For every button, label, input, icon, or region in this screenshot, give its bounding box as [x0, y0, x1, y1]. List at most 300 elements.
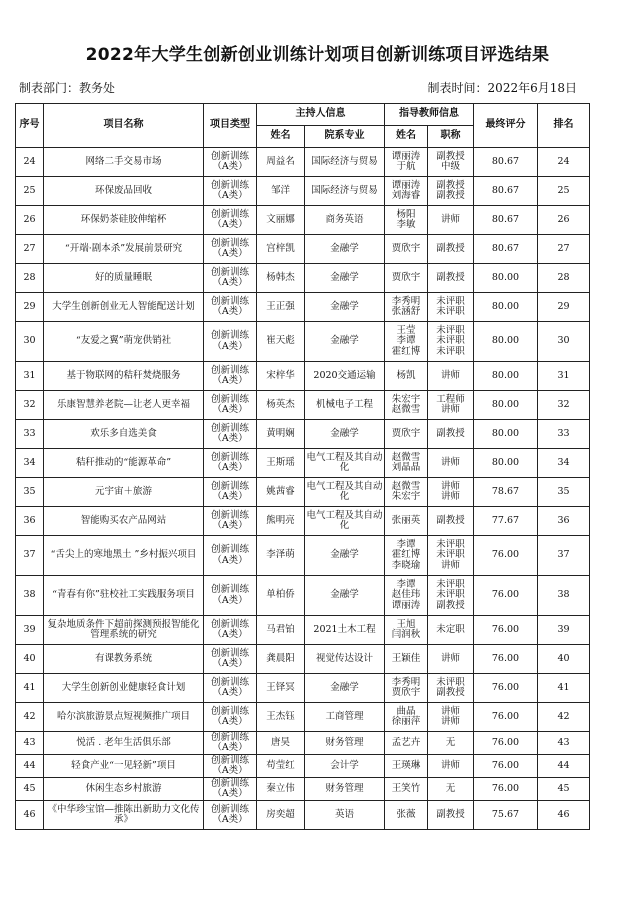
- seq-cell: 46: [16, 801, 44, 830]
- rank-cell: 30: [538, 322, 590, 362]
- table-row: [16, 616, 590, 645]
- advisor-title-cell: [428, 755, 474, 778]
- project-name-cell: 环保废品回收: [44, 177, 204, 206]
- rank-cell: 33: [538, 420, 590, 449]
- score-cell: 80.00: [474, 420, 538, 449]
- advisor-title-cell: [428, 235, 474, 264]
- project-type-cell-line: （A类）: [212, 554, 248, 566]
- table-row: [16, 778, 590, 801]
- project-type-cell: [204, 674, 257, 703]
- advisor-name-cell-line: 闫润秋: [391, 629, 421, 640]
- header-advisor-name: 姓名: [385, 126, 428, 148]
- project-type-cell: [204, 264, 257, 293]
- project-name-cell: 环保奶茶硅胶伸缩杯: [44, 206, 204, 235]
- advisor-title-cell-line: 工程师: [436, 393, 465, 405]
- advisor-title-cell-line: 讲师: [440, 716, 460, 727]
- project-type-cell-line: 创新训练: [210, 647, 249, 659]
- seq-cell: 37: [16, 536, 44, 576]
- advisor-title-cell: [428, 362, 474, 391]
- project-name-cell: 好的质量睡眠: [44, 264, 204, 293]
- host-name-cell: 邹洋: [257, 177, 305, 206]
- advisor-name-cell: [385, 645, 428, 674]
- host-name-cell: 周益名: [257, 148, 305, 177]
- rank-cell: 31: [538, 362, 590, 391]
- advisor-title-cell: [428, 177, 474, 206]
- host-dept-cell: 商务英语: [305, 206, 385, 235]
- project-name-cell: “友爱之翼”萌宠供销社: [44, 322, 204, 362]
- rank-cell: 40: [538, 645, 590, 674]
- advisor-title-cell: [428, 322, 474, 362]
- seq-cell: 31: [16, 362, 44, 391]
- host-name-cell: 房奕超: [257, 801, 305, 830]
- seq-cell: 43: [16, 732, 44, 755]
- advisor-title-cell-line: 讲师: [440, 559, 460, 571]
- host-name-cell: 唐昊: [257, 732, 305, 755]
- advisor-title-cell-line: 未评职: [436, 295, 465, 307]
- project-type-cell-line: （A类）: [212, 190, 248, 201]
- table-row: [16, 264, 590, 293]
- project-name-cell: “开端·剧本杀”发展前景研究: [44, 235, 204, 264]
- seq-cell: 29: [16, 293, 44, 322]
- advisor-name-cell-line: 谭丽涛: [391, 179, 421, 191]
- project-type-cell: [204, 536, 257, 576]
- advisor-name-cell-line: 于航: [396, 161, 416, 172]
- advisor-name-cell-line: 王笑竹: [391, 782, 421, 794]
- seq-cell: 26: [16, 206, 44, 235]
- host-name-cell: 苟莹红: [257, 755, 305, 778]
- project-type-cell-line: （A类）: [212, 219, 248, 230]
- advisor-name-cell-line: 贾欣宇: [391, 242, 421, 254]
- advisor-name-cell-line: 杨阳: [396, 208, 416, 220]
- advisor-name-cell: [385, 177, 428, 206]
- advisor-name-cell: [385, 478, 428, 507]
- header-seq: 序号: [16, 104, 44, 148]
- project-type-cell-line: （A类）: [212, 716, 248, 727]
- advisor-name-cell: [385, 391, 428, 420]
- project-type-cell: [204, 478, 257, 507]
- host-dept-cell: 工商管理: [305, 703, 385, 732]
- advisor-name-cell: [385, 420, 428, 449]
- score-cell: 76.00: [474, 732, 538, 755]
- table-row: [16, 674, 590, 703]
- project-type-cell-line: （A类）: [212, 814, 248, 825]
- table-row: [16, 449, 590, 478]
- advisor-title-cell-line: 讲师: [440, 705, 460, 717]
- project-type-cell: [204, 576, 257, 616]
- project-type-cell-line: 创新训练: [210, 237, 249, 249]
- advisor-name-cell: [385, 293, 428, 322]
- host-dept-cell: 金融学: [305, 536, 385, 576]
- advisor-title-cell-line: 讲师: [440, 404, 460, 415]
- project-type-cell-line: （A类）: [212, 687, 248, 698]
- rank-cell: 43: [538, 732, 590, 755]
- advisor-name-cell-line: 赵佳玮: [391, 589, 421, 601]
- project-type-cell-line: （A类）: [212, 433, 248, 444]
- rank-cell: 44: [538, 755, 590, 778]
- project-type-cell-line: 创新训练: [210, 330, 249, 341]
- rank-cell: 37: [538, 536, 590, 576]
- host-name-cell: 李泽萌: [257, 536, 305, 576]
- project-type-cell-line: 创新训练: [210, 509, 249, 521]
- advisor-name-cell-line: 朱宏宇: [391, 491, 421, 502]
- advisor-name-cell-line: 贾欣宇: [391, 427, 421, 439]
- project-name-cell: 轻食产业“一见轻新”项目: [44, 755, 204, 778]
- score-cell: 76.00: [474, 674, 538, 703]
- advisor-title-cell-line: 副教授: [436, 427, 465, 439]
- seq-cell: 33: [16, 420, 44, 449]
- host-name-cell: 姚茜睿: [257, 478, 305, 507]
- seq-cell: 32: [16, 391, 44, 420]
- project-type-cell-line: 创新训练: [210, 544, 249, 555]
- rank-cell: 27: [538, 235, 590, 264]
- host-name-cell: 杨英杰: [257, 391, 305, 420]
- project-type-cell-line: （A类）: [212, 658, 248, 669]
- rank-cell: 36: [538, 507, 590, 536]
- project-type-cell-line: 创新训练: [210, 393, 249, 405]
- advisor-title-cell-line: 副教授: [436, 190, 465, 201]
- project-name-cell: 大学生创新创业无人智能配送计划: [44, 293, 204, 322]
- host-dept-cell: 金融学: [305, 674, 385, 703]
- host-dept-cell: 国际经济与贸易: [305, 177, 385, 206]
- project-name-cell: 哈尔滨旅游景点短视频推广项目: [44, 703, 204, 732]
- advisor-name-cell: [385, 778, 428, 801]
- advisor-title-cell: [428, 391, 474, 420]
- advisor-title-cell-line: 副教授: [436, 808, 465, 820]
- advisor-title-cell: [428, 674, 474, 703]
- advisor-name-cell-line: 刘晶晶: [391, 462, 421, 473]
- project-type-cell-line: 创新训练: [210, 676, 249, 688]
- project-type-cell-line: 创新训练: [210, 451, 249, 463]
- advisor-name-cell-line: 李谭: [396, 335, 416, 347]
- project-type-cell: [204, 645, 257, 674]
- project-name-cell: 大学生创新创业健康轻食计划: [44, 674, 204, 703]
- project-type-cell-line: （A类）: [212, 161, 248, 172]
- host-dept-cell: 财务管理: [305, 778, 385, 801]
- header-host-group: 主持人信息: [257, 104, 385, 126]
- project-type-cell-line: 创新训练: [210, 803, 249, 815]
- project-type-cell-line: 创新训练: [210, 150, 249, 162]
- advisor-name-cell: [385, 536, 428, 576]
- project-type-cell-line: （A类）: [212, 742, 248, 753]
- advisor-name-cell-line: 李秀明: [391, 295, 421, 307]
- project-type-cell: [204, 778, 257, 801]
- host-name-cell: 杨韩杰: [257, 264, 305, 293]
- project-name-cell: 复杂地质条件下超前探测预报智能化管理系统的研究: [44, 616, 204, 645]
- advisor-title-cell: [428, 801, 474, 830]
- project-name-cell: 悦活 . 老年生活俱乐部: [44, 732, 204, 755]
- header-host-name: 姓名: [257, 126, 305, 148]
- project-type-cell-line: 创新训练: [210, 584, 249, 595]
- project-name-cell: 元宇宙＋旅游: [44, 478, 204, 507]
- header-final-score: 最终评分: [474, 104, 538, 148]
- advisor-name-cell-line: 李谭: [396, 538, 416, 550]
- advisor-name-cell-line: 李敏: [396, 219, 416, 230]
- advisor-title-cell-line: 未评职: [436, 578, 465, 590]
- project-type-cell: [204, 616, 257, 645]
- results-table: [15, 103, 590, 830]
- table-row: [16, 478, 590, 507]
- table-row: [16, 536, 590, 576]
- host-name-cell: 秦立伟: [257, 778, 305, 801]
- project-name-cell: “青春有你”驻校社工实践服务项目: [44, 576, 204, 616]
- page-title: 2022年大学生创新创业训练计划项目创新训练项目评选结果: [85, 45, 550, 65]
- project-type-cell-line: 创新训练: [210, 777, 249, 789]
- advisor-title-cell-line: 讲师: [440, 369, 460, 381]
- table-body: [16, 148, 590, 830]
- seq-cell: 36: [16, 507, 44, 536]
- host-name-cell: 黄明娴: [257, 420, 305, 449]
- advisor-title-cell: [428, 293, 474, 322]
- score-cell: 80.67: [474, 177, 538, 206]
- seq-cell: 35: [16, 478, 44, 507]
- header-advisor-group: 指导教师信息: [385, 104, 474, 126]
- advisor-title-cell-line: 未评职: [436, 538, 465, 550]
- project-type-cell: [204, 322, 257, 362]
- host-name-cell: 文丽娜: [257, 206, 305, 235]
- advisor-title-cell-line: 未定职: [436, 623, 465, 635]
- project-type-cell-line: 创新训练: [210, 422, 249, 434]
- score-cell: 76.00: [474, 755, 538, 778]
- project-type-cell-line: 创新训练: [210, 754, 249, 766]
- project-type-cell: [204, 148, 257, 177]
- advisor-title-cell-line: 未评职: [436, 549, 465, 561]
- project-type-cell-line: （A类）: [212, 375, 248, 386]
- advisor-name-cell-line: 谭丽涛: [391, 150, 421, 162]
- project-type-cell: [204, 293, 257, 322]
- advisor-name-cell-line: 杨凯: [396, 369, 416, 381]
- host-name-cell: 龚晨阳: [257, 645, 305, 674]
- host-name-cell: 王正强: [257, 293, 305, 322]
- project-name-cell: 基于物联网的秸秆焚烧服务: [44, 362, 204, 391]
- advisor-title-cell-line: 未评职: [436, 335, 465, 347]
- host-dept-cell: 机械电子工程: [305, 391, 385, 420]
- project-name-cell: 有课教务系统: [44, 645, 204, 674]
- advisor-name-cell: [385, 616, 428, 645]
- project-type-cell-line: （A类）: [212, 788, 248, 799]
- project-name-cell: 休闲生态乡村旅游: [44, 778, 204, 801]
- project-name-cell: 网络二手交易市场: [44, 148, 204, 177]
- advisor-name-cell-line: 赵微雪: [391, 404, 421, 415]
- advisor-name-cell-line: 张薇: [396, 808, 416, 820]
- advisor-name-cell: [385, 674, 428, 703]
- seq-cell: 40: [16, 645, 44, 674]
- rank-cell: 32: [538, 391, 590, 420]
- seq-cell: 39: [16, 616, 44, 645]
- advisor-name-cell-line: 曲晶: [396, 705, 416, 717]
- advisor-name-cell: [385, 576, 428, 616]
- host-dept-cell: 会计学: [305, 755, 385, 778]
- advisor-title-cell: [428, 206, 474, 235]
- score-cell: 80.67: [474, 206, 538, 235]
- project-type-cell-line: 创新训练: [210, 480, 249, 492]
- project-type-cell: [204, 235, 257, 264]
- rank-cell: 42: [538, 703, 590, 732]
- project-name-cell: 乐康智慧养老院—让老人更幸福: [44, 391, 204, 420]
- project-type-cell-line: 创新训练: [210, 208, 249, 220]
- score-cell: 80.67: [474, 235, 538, 264]
- advisor-name-cell-line: 徐丽萍: [391, 716, 421, 727]
- project-type-cell: [204, 177, 257, 206]
- rank-cell: 45: [538, 778, 590, 801]
- project-type-cell-line: （A类）: [212, 462, 248, 473]
- host-dept-cell: 2021土木工程: [305, 616, 385, 645]
- score-cell: 78.67: [474, 478, 538, 507]
- table-row: [16, 755, 590, 778]
- score-cell: 80.00: [474, 322, 538, 362]
- rank-cell: 25: [538, 177, 590, 206]
- advisor-name-cell-line: 霍红博: [391, 549, 421, 561]
- advisor-title-cell: [428, 576, 474, 616]
- host-dept-cell: 2020交通运输: [305, 362, 385, 391]
- advisor-title-cell-line: 未评职: [436, 345, 465, 357]
- advisor-name-cell: [385, 801, 428, 830]
- seq-cell: 28: [16, 264, 44, 293]
- score-cell: 76.00: [474, 645, 538, 674]
- project-type-cell-line: 创新训练: [210, 295, 249, 307]
- seq-cell: 27: [16, 235, 44, 264]
- host-name-cell: 王铎冥: [257, 674, 305, 703]
- host-dept-cell: 金融学: [305, 420, 385, 449]
- advisor-title-cell-line: 未评职: [436, 306, 465, 317]
- seq-cell: 25: [16, 177, 44, 206]
- seq-cell: 45: [16, 778, 44, 801]
- header-advisor-title: 职称: [428, 126, 474, 148]
- advisor-title-cell-line: 未评职: [436, 676, 465, 688]
- advisor-title-cell-line: 讲师: [440, 456, 460, 468]
- rank-cell: 29: [538, 293, 590, 322]
- table-row: [16, 507, 590, 536]
- host-dept-cell: 金融学: [305, 322, 385, 362]
- table-row: [16, 362, 590, 391]
- advisor-name-cell-line: 李晓瑜: [391, 559, 421, 571]
- host-name-cell: 马君铂: [257, 616, 305, 645]
- header-host-dept: 院系专业: [305, 126, 385, 148]
- project-type-cell-line: 创新训练: [210, 731, 249, 743]
- project-type-cell-line: 创新训练: [210, 705, 249, 717]
- advisor-title-cell-line: 讲师: [440, 480, 460, 492]
- host-dept-cell: 金融学: [305, 293, 385, 322]
- advisor-title-cell-line: 无: [445, 782, 456, 794]
- project-name-cell: 《中华珍宝馆—推陈出新助力文化传承》: [44, 801, 204, 830]
- score-cell: 77.67: [474, 507, 538, 536]
- header-rank: 排名: [538, 104, 590, 148]
- score-cell: 80.00: [474, 362, 538, 391]
- advisor-name-cell: [385, 507, 428, 536]
- project-type-cell: [204, 449, 257, 478]
- project-type-cell-line: 创新训练: [210, 179, 249, 191]
- host-dept-cell: 金融学: [305, 576, 385, 616]
- advisor-title-cell: [428, 703, 474, 732]
- advisor-title-cell: [428, 507, 474, 536]
- project-name-cell: “舌尖上的寒地黑土 ”乡村振兴项目: [44, 536, 204, 576]
- advisor-title-cell: [428, 449, 474, 478]
- advisor-name-cell: [385, 755, 428, 778]
- table-row: [16, 420, 590, 449]
- table-row: [16, 391, 590, 420]
- rank-cell: 34: [538, 449, 590, 478]
- advisor-title-cell-line: 副教授: [436, 150, 465, 162]
- host-dept-cell: 金融学: [305, 264, 385, 293]
- advisor-title-cell: [428, 536, 474, 576]
- advisor-name-cell-line: 刘海睿: [391, 190, 421, 201]
- advisor-title-cell: [428, 778, 474, 801]
- advisor-name-cell: [385, 449, 428, 478]
- project-type-cell: [204, 703, 257, 732]
- advisor-name-cell: [385, 235, 428, 264]
- table-row: [16, 177, 590, 206]
- rank-cell: 28: [538, 264, 590, 293]
- project-type-cell-line: （A类）: [212, 340, 248, 352]
- advisor-title-cell-line: 未评职: [436, 324, 465, 336]
- project-type-cell-line: （A类）: [212, 248, 248, 259]
- project-type-cell-line: （A类）: [212, 629, 248, 640]
- project-type-cell-line: （A类）: [212, 404, 248, 415]
- advisor-name-cell-line: 朱宏宇: [391, 393, 421, 405]
- advisor-name-cell: [385, 703, 428, 732]
- advisor-name-cell: [385, 322, 428, 362]
- project-name-cell: 秸秆推动的“能源革命”: [44, 449, 204, 478]
- project-type-cell: [204, 507, 257, 536]
- host-dept-cell: 视觉传达设计: [305, 645, 385, 674]
- advisor-name-cell-line: 谭丽涛: [391, 599, 421, 611]
- table-row: [16, 703, 590, 732]
- project-type-cell-line: 创新训练: [210, 618, 249, 630]
- project-type-cell-line: （A类）: [212, 765, 248, 776]
- score-cell: 80.67: [474, 148, 538, 177]
- host-dept-cell: 电气工程及其自动化: [305, 478, 385, 507]
- advisor-name-cell-line: 赵微雪: [391, 451, 421, 463]
- project-type-cell: [204, 732, 257, 755]
- advisor-name-cell: [385, 732, 428, 755]
- seq-cell: 44: [16, 755, 44, 778]
- advisor-name-cell-line: 贾欣宇: [391, 687, 421, 698]
- advisor-title-cell: [428, 264, 474, 293]
- advisor-name-cell: [385, 362, 428, 391]
- host-dept-cell: 英语: [305, 801, 385, 830]
- advisor-name-cell: [385, 264, 428, 293]
- project-type-cell: [204, 755, 257, 778]
- table-row: [16, 322, 590, 362]
- host-dept-cell: 电气工程及其自动化: [305, 507, 385, 536]
- project-type-cell-line: （A类）: [212, 594, 248, 606]
- advisor-name-cell-line: 王旭: [396, 618, 416, 630]
- advisor-name-cell-line: 王瑛琳: [391, 759, 421, 771]
- host-name-cell: 宋梓华: [257, 362, 305, 391]
- table-row: [16, 645, 590, 674]
- advisor-title-cell-line: 讲师: [440, 759, 460, 771]
- project-type-cell-line: 创新训练: [210, 364, 249, 376]
- host-dept-cell: 国际经济与贸易: [305, 148, 385, 177]
- advisor-title-cell-line: 副教授: [436, 271, 465, 283]
- project-name-cell: 智能购买农产品网站: [44, 507, 204, 536]
- table-row: [16, 293, 590, 322]
- score-cell: 80.00: [474, 293, 538, 322]
- advisor-title-cell: [428, 645, 474, 674]
- score-cell: 76.00: [474, 536, 538, 576]
- seq-cell: 34: [16, 449, 44, 478]
- advisor-name-cell-line: 王莹: [396, 324, 416, 336]
- project-type-cell-line: （A类）: [212, 520, 248, 531]
- project-type-cell: [204, 362, 257, 391]
- rank-cell: 35: [538, 478, 590, 507]
- score-cell: 80.00: [474, 391, 538, 420]
- rank-cell: 24: [538, 148, 590, 177]
- advisor-title-cell: [428, 420, 474, 449]
- rank-cell: 41: [538, 674, 590, 703]
- host-name-cell: 单柏侨: [257, 576, 305, 616]
- score-cell: 76.00: [474, 778, 538, 801]
- advisor-title-cell-line: 副教授: [436, 599, 465, 611]
